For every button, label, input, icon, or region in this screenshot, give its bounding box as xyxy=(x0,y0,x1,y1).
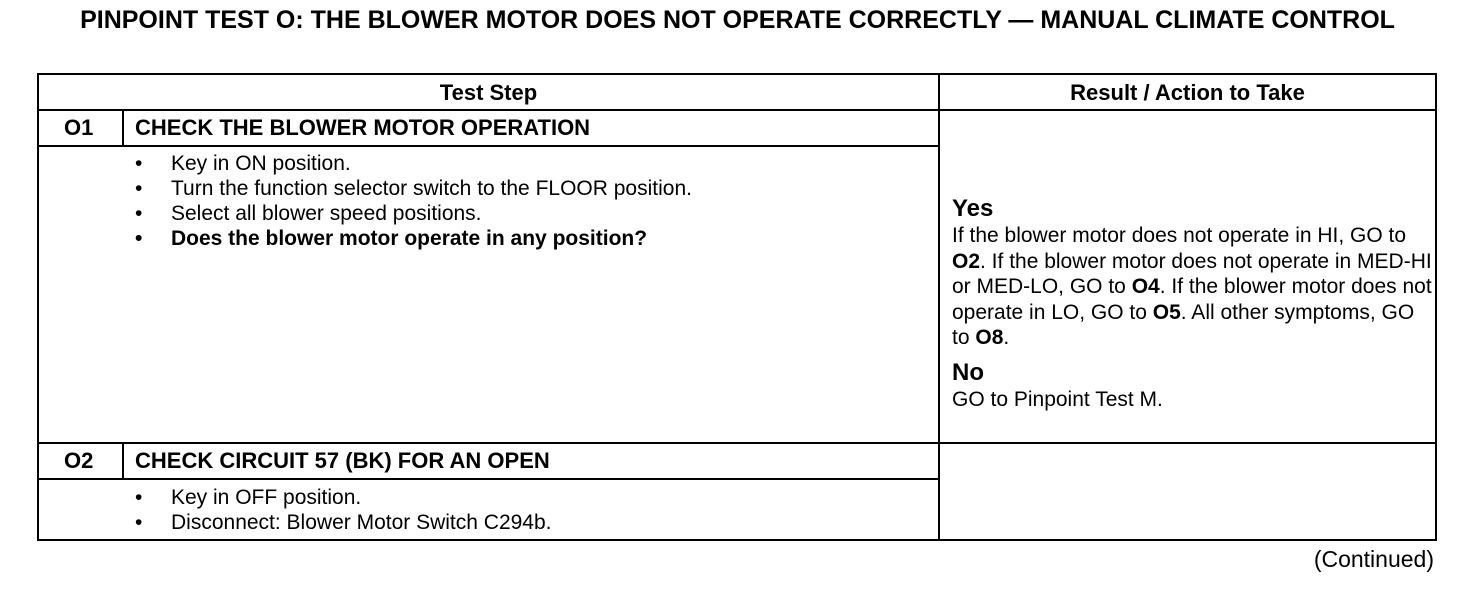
step-o1-result xyxy=(952,195,1432,412)
bullet-icon: • xyxy=(135,177,143,200)
pinpoint-test-table xyxy=(37,73,1437,541)
goto-o5-link[interactable]: O5 xyxy=(1152,300,1181,324)
bullet-icon: • xyxy=(135,486,143,509)
bullet-icon: • xyxy=(135,227,143,250)
goto-o8-link[interactable]: O8 xyxy=(975,326,1004,349)
step-id-o1: O1 xyxy=(64,115,94,140)
list-item: • Key in ON position. xyxy=(135,152,351,175)
step-o2-instructions xyxy=(135,485,552,535)
list-item: • Select all blower speed positions. xyxy=(135,202,482,225)
bullet-icon: • xyxy=(135,202,143,225)
step-question: • Does the blower motor operate in any position? xyxy=(135,227,648,250)
step-title-o1: CHECK THE BLOWER MOTOR OPERATION xyxy=(135,115,591,140)
list-item: • Key in OFF position. xyxy=(135,486,362,509)
list-item: • Disconnect: Blower Motor Switch C294b. xyxy=(135,511,552,534)
goto-o4-link[interactable]: O4 xyxy=(1131,275,1160,298)
no-label: No xyxy=(952,358,984,386)
o2-id-divider xyxy=(122,442,124,478)
list-item: • Turn the function selector switch to the FLOOR position. xyxy=(135,177,692,200)
header-result-action: Result / Action to Take xyxy=(1070,80,1305,105)
bullet-icon: • xyxy=(135,511,143,534)
bullet-icon: • xyxy=(135,152,143,175)
no-text: GO to Pinpoint Test M. xyxy=(952,387,1163,411)
step-o1-instructions xyxy=(135,151,692,251)
yes-label: Yes xyxy=(952,195,994,222)
header-test-step: Test Step xyxy=(439,80,538,105)
step-title-o2: CHECK CIRCUIT 57 (BK) FOR AN OPEN xyxy=(135,448,550,473)
column-divider xyxy=(938,75,940,539)
yes-text: If the blower motor does not operate in HI, GO to O2. If the blower motor does not operate in MED-HI or MED-LO, GO to O4. If the blower motor does not operate in LO, GO to O5. All other symptoms, GO to O8. xyxy=(952,224,1432,349)
page-title: PINPOINT TEST O: THE BLOWER MOTOR DOES NOT OPERATE CORRECTLY — MANUAL CLIMATE CONTROL xyxy=(80,6,1395,34)
step-id-o2: O2 xyxy=(64,448,94,473)
continued-label: (Continued) xyxy=(1313,546,1434,572)
goto-o2-link[interactable]: O2 xyxy=(952,249,981,273)
o1-id-divider xyxy=(122,109,124,145)
